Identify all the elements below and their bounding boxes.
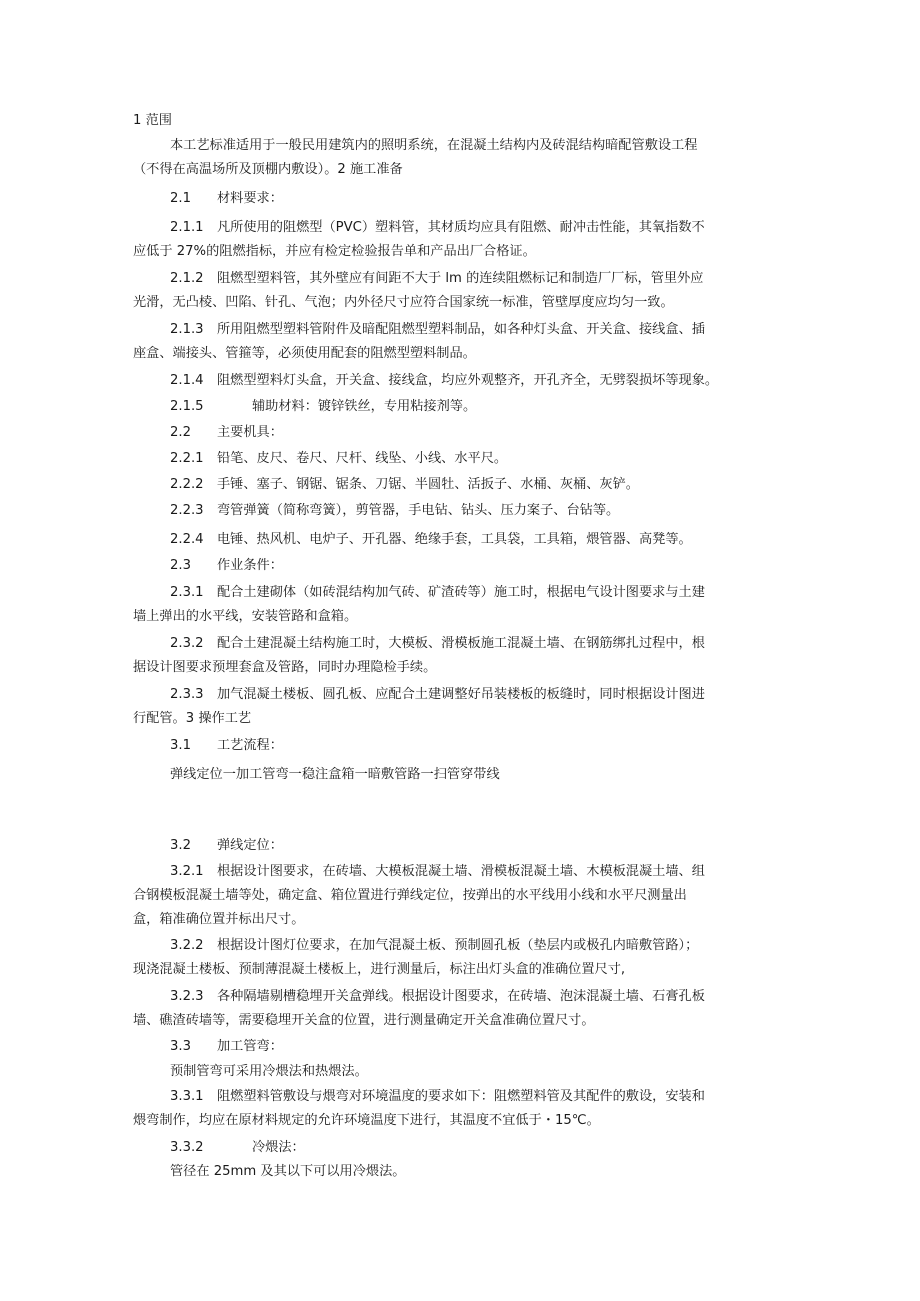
heading-number: 2.1 <box>170 191 191 206</box>
subsection-heading <box>170 557 283 575</box>
clause-number: 3.2.3 <box>170 989 204 1004</box>
clause-text: 根据设计图灯位要求，在加气混凝土板、预制圆孔板（垫层内或极孔内暗敷管路）； <box>217 938 699 953</box>
paragraph-line: 据设计图要求预埋套盒及管路，同时办理隐检手续。 <box>133 660 437 675</box>
clause-line <box>170 863 705 881</box>
clause-line <box>170 372 718 390</box>
clause-line <box>170 584 705 602</box>
paragraph-line: 应低于 27%的阻燃指标，并应有检定检验报告单和产品出厂合格证。 <box>133 244 536 259</box>
clause-number: 2.3.2 <box>170 636 204 651</box>
subsection-heading <box>170 737 283 755</box>
subsection-heading <box>170 1038 283 1056</box>
clause-line <box>170 635 705 653</box>
paragraph-line: 煨弯制作，均应在原材料规定的允许环境温度下进行，其温度不宜低于・15℃。 <box>133 1113 600 1128</box>
subsection-heading <box>170 190 283 208</box>
clause-number: 3.2.2 <box>170 938 204 953</box>
clause-line <box>170 686 705 704</box>
clause-number: 2.1.4 <box>170 373 204 388</box>
clause-number: 2.1.5 <box>170 399 204 414</box>
clause-text: 铅笔、皮尺、卷尺、尺杆、线坠、小线、水平尺。 <box>217 451 508 466</box>
subsection-heading <box>170 424 283 442</box>
clause-text: 配合土建砌体（如砖混结构加气砖、矿渣砖等）施工时，根据电气设计图要求与土建 <box>217 585 705 600</box>
clause-line <box>170 476 639 494</box>
clause-number: 3.2.1 <box>170 864 204 879</box>
heading-number: 2.2 <box>170 425 191 440</box>
subsection-heading <box>170 837 283 855</box>
clause-text: 所用阻燃型塑料管附件及暗配阻燃型塑料制品，如各种灯头盒、开关盒、接线盒、插 <box>217 322 705 337</box>
clause-line <box>170 398 476 416</box>
paragraph-line: 本工艺标准适用于一般民用建筑内的照明系统，在混凝土结构内及砖混结构暗配管敷设工程 <box>170 138 698 153</box>
heading-number: 3.3 <box>170 1039 191 1054</box>
clause-number: 2.2.4 <box>170 532 204 547</box>
paragraph-line: 合钢模板混凝土墙等处，确定盒、箱位置进行弹线定位，按弹出的水平线用小线和水平尺测量出 <box>133 888 687 903</box>
heading-number: 3.2 <box>170 838 191 853</box>
clause-number: 2.2.1 <box>170 451 204 466</box>
clause-number: 3.3.2 <box>170 1140 204 1155</box>
paragraph-line: 盒，箱准确位置并标出尺寸。 <box>133 912 305 927</box>
clause-text: 根据设计图要求，在砖墙、大模板混凝土墙、滑模板混凝土墙、木模板混凝土墙、组 <box>217 864 705 879</box>
heading-number: 2.3 <box>170 558 191 573</box>
paragraph-line: 光滑，无凸棱、凹陷、针孔、气泡；内外径尺寸应符合国家统一标准，管壁厚度应均匀一致。 <box>133 295 674 310</box>
clause-text: 各种隔墙剔槽稳埋开关盒弹线。根据设计图要求，在砖墙、泡沫混凝土墙、石膏孔板 <box>217 989 705 1004</box>
clause-text: 配合土建混凝土结构施工时，大模板、滑模板施工混凝土墙、在钢筋绑扎过程中，根 <box>217 636 705 651</box>
clause-text: 电锤、热风机、电炉子、开孔器、绝缘手套，工具袋，工具箱，煨管器、高凳等。 <box>217 532 692 547</box>
clause-text: 弯管弹簧（简称弯簧），剪管器，手电钻、钻头、压力案子、台钻等。 <box>217 503 620 518</box>
paragraph-line: 座盒、端接头、管箍等，必须使用配套的阻燃型塑料制品。 <box>133 346 476 361</box>
heading-text: 材料要求： <box>217 191 283 206</box>
paragraph-line: 现浇混凝土楼板、预制薄混凝土楼板上，进行测量后，标注出灯头盒的准确位置尺寸, <box>133 962 626 977</box>
paragraph-line: 行配管。3 操作工艺 <box>133 711 252 726</box>
paragraph-line: （不得在高温场所及顶棚内敷设）。2 施工准备 <box>133 162 403 177</box>
clause-number: 2.1.3 <box>170 322 204 337</box>
paragraph-line: 墙上弹出的水平线，安装管路和盒箱。 <box>133 609 358 624</box>
clause-line <box>170 219 705 237</box>
clause-text: 凡所使用的阻燃型（PVC）塑料管，其材质均应具有阻燃、耐冲击性能，其氧指数不 <box>217 220 705 235</box>
heading-text: 主要机具： <box>217 425 283 440</box>
clause-line <box>170 270 703 288</box>
clause-text: 加气混凝土楼板、圆孔板、应配合土建调整好吊装楼板的板缝时，同时根据设计图进 <box>217 687 705 702</box>
clause-line <box>170 988 705 1006</box>
paragraph-line: 预制管弯可采用冷煨法和热煨法。 <box>170 1064 368 1079</box>
clause-text: 阻燃型塑料管，其外壁应有间距不大于 lm 的连续阻燃标记和制造厂厂标，管里外应 <box>217 271 704 286</box>
clause-text: 阻燃塑料管敷设与煨弯对环境温度的要求如下：阻燃塑料管及其配件的敷设，安装和 <box>217 1089 705 1104</box>
heading-text: 弹线定位： <box>217 838 283 853</box>
heading-text: 作业条件： <box>217 558 283 573</box>
paragraph-line: 管径在 25mm 及其以下可以用冷煨法。 <box>170 1164 406 1179</box>
clause-number: 2.3.1 <box>170 585 204 600</box>
clause-line <box>170 531 692 549</box>
clause-number: 2.2.3 <box>170 503 204 518</box>
clause-text: 辅助材料：镀锌铁丝，专用粘接剂等。 <box>252 399 477 414</box>
paragraph-line: 墙、礁渣砖墙等，需要稳埋开关盒的位置，进行测量确定开关盒准确位置尺寸。 <box>133 1013 595 1028</box>
clause-number: 2.1.1 <box>170 220 204 235</box>
clause-line <box>170 321 705 339</box>
process-flow: 弹线定位一加工管弯一稳注盒箱一暗敷管路一扫管穿带线 <box>170 767 500 782</box>
clause-number: 2.3.3 <box>170 687 204 702</box>
clause-text: 冷煨法： <box>252 1140 305 1155</box>
section-title: 1 范围 <box>133 113 172 128</box>
clause-text: 手锤、塞子、钢锯、锯条、刀锯、半圆牡、活扳子、水桶、灰桶、灰铲。 <box>217 477 639 492</box>
clause-number: 2.1.2 <box>170 271 204 286</box>
clause-line <box>170 937 698 955</box>
clause-line <box>170 1139 305 1157</box>
clause-line <box>170 1088 705 1106</box>
heading-text: 加工管弯： <box>217 1039 283 1054</box>
heading-text: 工艺流程： <box>217 738 283 753</box>
clause-number: 3.3.1 <box>170 1089 204 1104</box>
heading-number: 3.1 <box>170 738 191 753</box>
clause-number: 2.2.2 <box>170 477 204 492</box>
clause-text: 阻燃型塑料灯头盒，开关盒、接线盒，均应外观整齐，开孔齐全，无劈裂损坏等现象。 <box>217 373 719 388</box>
clause-line <box>170 502 619 520</box>
clause-line <box>170 450 507 468</box>
